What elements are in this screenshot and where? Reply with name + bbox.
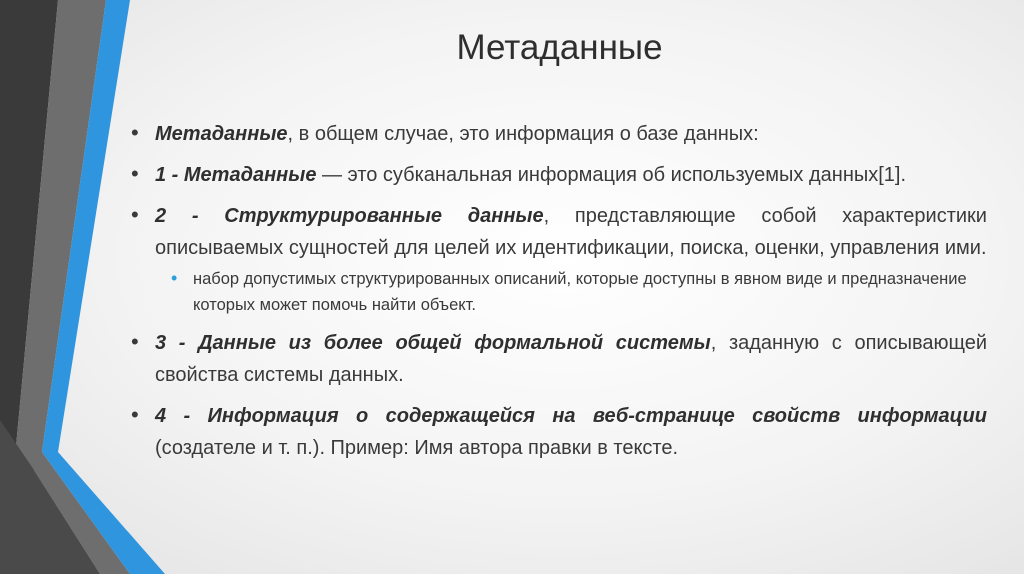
bullet-term: 1 - Метаданные: [155, 164, 317, 186]
bullet-item-4: [155, 327, 987, 391]
bullet-term: 3 - Данные из более общей формальной системы: [155, 332, 711, 354]
bullet-item-1: [155, 118, 987, 150]
bullet-text: (создателе и т. п.). Пример: Имя автора правки в тексте.: [155, 437, 679, 459]
bullet-item-5: [155, 400, 987, 464]
bullet-item-2: [155, 159, 987, 191]
bullet-text: , заданную с описывающей свойства системы данных.: [155, 332, 988, 386]
bullet-term: Метаданные: [155, 123, 288, 145]
bullet-term: 4 - Информация о содержащейся на веб-странице свойств информации: [155, 405, 987, 427]
bullet-term: 2 - Структурированные данные: [155, 205, 544, 227]
bullet-list: [155, 118, 987, 473]
bullet-item-3: [155, 200, 987, 318]
bullet-text: , представляющие собой характеристики описываемых сущностей для целей их идентификации, поиска, оценки, управления ими.: [155, 205, 987, 259]
sub-bullet-item: • набор допустимых структурированных описаний, которые доступны в явном виде и предназначение которых может помочь найти объект.: [193, 266, 987, 318]
bullet-text: , в общем случае, это информация о базе данных:: [287, 123, 759, 145]
bullet-text: — это субканальная информация об используемых данных[1].: [316, 164, 907, 186]
sub-bullet-list: [193, 266, 987, 318]
slide-title: Метаданные: [456, 28, 663, 67]
